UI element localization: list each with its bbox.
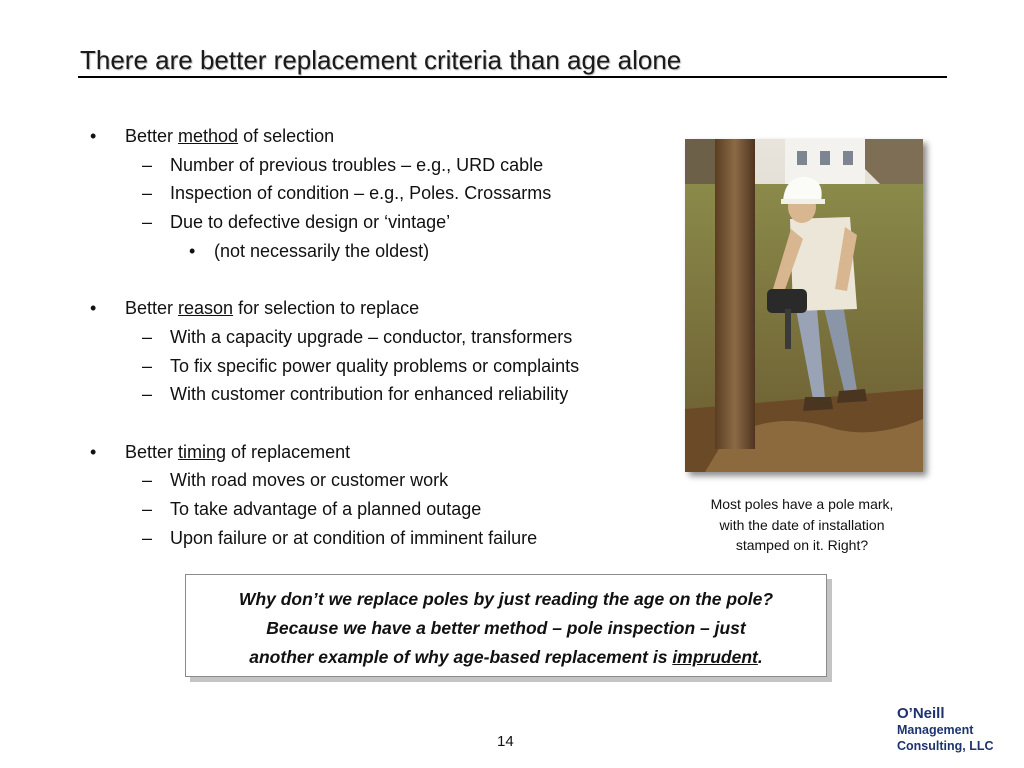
list-item [90,323,670,352]
dash-marker: – [142,154,153,175]
list-item [90,352,670,381]
list-subitem-text: (not necessarily the oldest) [214,240,430,261]
section-heading: Better reason for selection to replace [125,298,420,319]
photo-caption: Most poles have a pole mark, with the date of installation stamped on it. Right? [710,496,894,553]
list-item-text: Due to defective design or ‘vintage’ [170,212,451,233]
list-item-text: With road moves or customer work [170,470,449,491]
bullet-marker: • [90,126,97,146]
list-item-text: Number of previous troubles – e.g., URD cable [170,154,544,175]
dash-marker: – [142,183,153,204]
dash-marker: – [142,384,153,405]
section-heading: Better method of selection [125,126,335,146]
dash-marker: – [142,470,153,491]
dash-marker: – [142,498,153,519]
section-timing [90,438,670,467]
slide-title: There are better replacement criteria than age alone [80,45,682,75]
list-item [90,466,670,495]
bullet-marker: • [90,298,97,319]
section-heading: Better timing of replacement [125,441,351,462]
list-subitem [90,237,670,266]
keyword-method: method [178,126,239,146]
list-item [90,380,670,409]
list-item-text: With customer contribution for enhanced reliability [170,384,569,405]
list-item-text: To take advantage of a planned outage [170,498,482,519]
callout-line: another example of why age-based replacement is imprudent. [249,647,763,667]
keyword-timing: timing [178,441,227,462]
section-method [90,122,670,151]
pole-inspection-photo [685,139,923,472]
list-item [90,179,670,208]
list-item [90,208,670,237]
list-item-text: Upon failure or at condition of imminent failure [170,527,538,548]
keyword-reason: reason [178,298,234,319]
title-underline [78,76,947,78]
callout-box [185,574,827,677]
list-item [90,495,670,524]
list-item [90,151,670,180]
bullet-list [90,122,670,552]
callout-line: Because we have a better method – pole inspection – just [266,618,746,638]
list-item-text: With a capacity upgrade – conductor, transformers [170,326,573,347]
list-item-text: Inspection of condition – e.g., Poles. Crossarms [170,183,552,204]
callout-line: Why don’t we replace poles by just reading the age on the pole? [238,589,774,609]
bullet-marker: • [189,240,196,261]
section-reason [90,294,670,323]
dash-marker: – [142,212,153,233]
company-logo: O’Neill Management Consulting, LLC [897,705,994,753]
dash-marker: – [142,355,153,376]
bullet-marker: • [90,441,97,462]
keyword-imprudent: imprudent [672,647,758,667]
list-item-text: To fix specific power quality problems or complaints [170,355,580,376]
list-item [90,524,670,553]
dash-marker: – [142,527,153,548]
page-number: 14 [497,733,514,750]
dash-marker: – [142,326,153,347]
